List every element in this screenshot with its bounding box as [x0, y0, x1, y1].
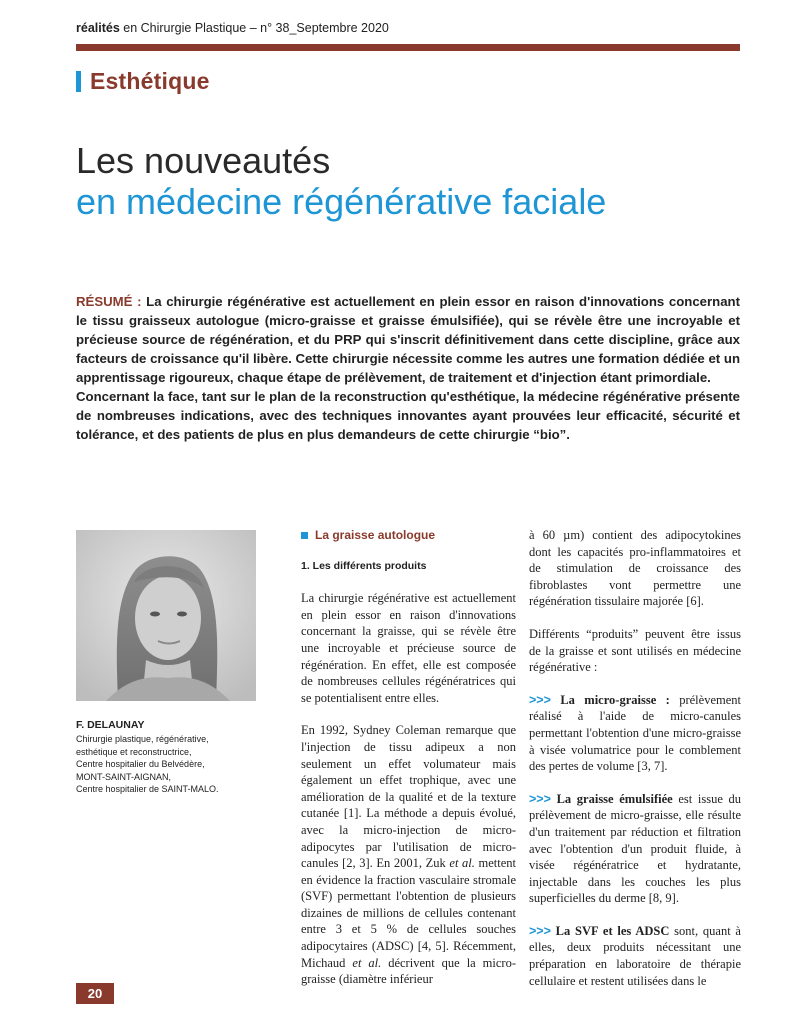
arrow-bullet-icon: >>>: [529, 791, 551, 806]
author-affiliation: [76, 733, 276, 796]
bullet-item: [529, 692, 741, 775]
journal-issue: en Chirurgie Plastique – n° 38_Septembre 2020: [119, 21, 389, 35]
page-number: 20: [76, 983, 114, 1004]
abstract-text-1: La chirurgie régénérative est actuellement en plein essor en raison d'innovations concernant le tissu graisseux autologue (micro-graisse et graisse émulsifiée), qui se révèle être une incroyable et précieuse source de régénération, et du PRP qui s'inscrit définitivement dans cette discipline, grâce aux facteurs de croissance qu'il libère. Cette chirurgie nécessite comme les autres une formation dédiée et un apprentissage rigoureux, chaque étape de prélèvement, de traitement et d'injection étant primordiale.: [76, 294, 740, 385]
text-run: décrivent que la micro-graisse (diamètre inférieur: [301, 955, 516, 987]
text-run: En 1992, Sydney Coleman remarque que l'injection de tissu adipeux a non seulement un effet volumateur mais également un effet trophique, avec une amélioration de la qualité et de la texture cutanée [1]. La méthode a depuis évolué, avec la micro-injection de micro-adipocytes par l'utilisation de micro-canules [2, 3]. En 2001, Zuk: [301, 723, 516, 871]
arrow-bullet-icon: >>>: [529, 923, 551, 938]
bullet-term: La graisse émulsifiée: [556, 791, 673, 806]
abstract-para-2: Concernant la face, tant sur le plan de la reconstruction qu'esthétique, la médecine régénérative présente de nombreuses indications, avec des techniques innovantes ayant prouvées leur efficacité, sécurité et tolérance, et des patients de plus en plus demandeurs de cette chirurgie “bio”.: [76, 389, 740, 442]
text-run: mettent en évidence la fraction vasculaire stromale (SVF) permettant l'obtention de plusieurs dizaines de millions de cellules contenant entre 3 et 5 % de cellules souches adipocytaires (ADSC) [4, 5]. Récemment, Michaud: [301, 856, 516, 970]
heading-square-icon: [301, 532, 308, 539]
journal-header: [76, 21, 389, 35]
abstract: [76, 292, 740, 444]
bullet-item: [529, 791, 741, 907]
section-heading-text: La graisse autologue: [315, 528, 436, 542]
subsection-heading: 1. Les différents produits: [301, 559, 427, 572]
author-name: F. DELAUNAY: [76, 719, 145, 731]
body-paragraph: Différents “produits” peuvent être issus de la graisse et sont utilisés en médecine régénérative :: [529, 626, 741, 675]
body-column-1: [301, 527, 516, 1004]
italic-run: et al.: [352, 955, 382, 970]
author-photo: [76, 530, 256, 701]
italic-run: et al.: [449, 856, 475, 871]
section-tag: [76, 68, 210, 95]
arrow-bullet-icon: >>>: [529, 692, 551, 707]
affiliation-line: Chirurgie plastique, régénérative,: [76, 734, 209, 744]
bullet-term: La micro-graisse :: [560, 692, 670, 707]
article-title-line1: Les nouveautés: [76, 140, 331, 181]
affiliation-line: esthétique et reconstructrice,: [76, 746, 192, 757]
body-paragraph: à 60 µm) contient des adipocytokines dont les capacités pro-inflammatoires et de stimulation de croissance des fibroblastes vont permettre une régénération tissulaire majorée [6].: [529, 528, 741, 609]
journal-name: réalités: [76, 21, 120, 35]
section-label: Esthétique: [90, 68, 210, 94]
bullet-term: La SVF et les ADSC: [555, 923, 670, 938]
author-portrait-icon: [76, 530, 256, 701]
affiliation-line: Centre hospitalier de SAINT-MALO.: [76, 784, 219, 795]
bullet-text: est issue du prélèvement de micro-graisse, elle résulte d'un traitement par réduction et filtration avec l'obtention d'un produit fluide, à visée régénératrice et hydratante, injectable dans les couches les plus superficielles du derme [8, 9].: [529, 791, 742, 906]
body-paragraph: La chirurgie régénérative est actuellement en plein essor en raison d'innovations concernant la graisse, qui se révèle être une incroyable et précieuse source de régénération. En effet, elle est composée de nombreuses cellules régénératrices qui se potentialisent entre elles.: [301, 591, 516, 705]
affiliation-line: Centre hospitalier du Belvédère,: [76, 759, 205, 770]
article-title-line2: en médecine régénérative faciale: [76, 181, 607, 222]
affiliation-line: MONT-SAINT-AIGNAN,: [76, 771, 172, 782]
bullet-item: [529, 923, 741, 989]
abstract-para-1: [76, 292, 740, 387]
section-bar: [76, 71, 81, 92]
header-rule: [76, 44, 740, 51]
section-heading: [301, 527, 516, 544]
body-paragraph: [301, 722, 516, 988]
bullet-text: sont, quant à elles, deux produits nécessitant une préparation en laboratoire de thérapie cellulaire et restent utilisées dans le: [529, 923, 741, 988]
abstract-label: RÉSUMÉ :: [76, 294, 142, 309]
bullet-text: prélèvement réalisé à l'aide de micro-canules permettant l'obtention d'une micro-graisse à visée volumatrice pour le comblement des pertes de volume [3, 7].: [529, 692, 742, 774]
body-column-2: [529, 527, 741, 1005]
